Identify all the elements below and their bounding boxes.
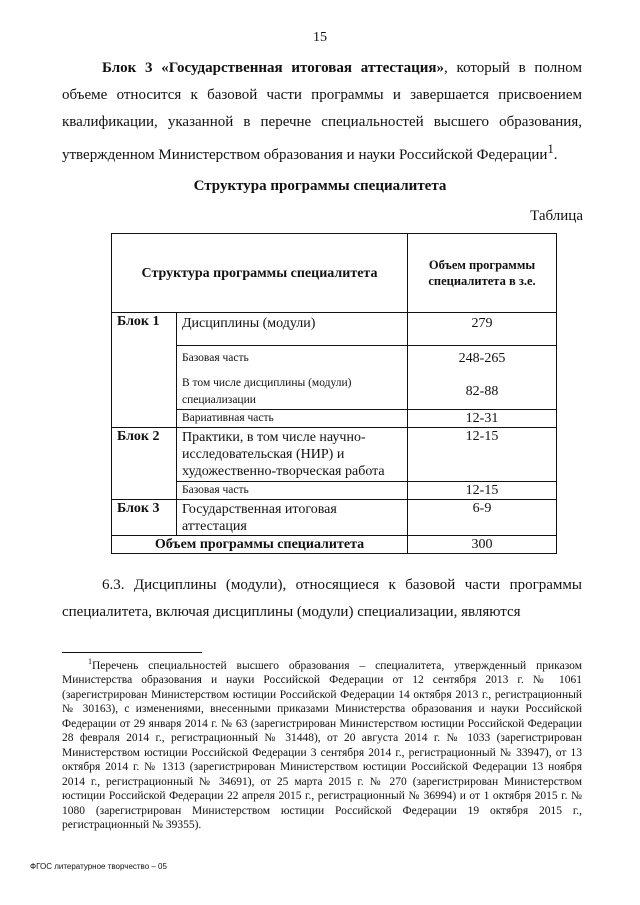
row-value: 279 xyxy=(408,313,557,346)
footnote-reference: 1 xyxy=(547,142,554,156)
paragraph-end: . xyxy=(553,147,558,163)
row-value: 6-9 xyxy=(408,499,557,535)
row-label: Дисциплины (модули) xyxy=(177,313,408,346)
footnote-divider xyxy=(62,652,202,653)
paragraph-text: , который в полном объеме относится к базовой части программы и завершается присвоением квалификации, указанной в перечне специальностей высшего образования, утвержденном Министерством образования и науки Российской Федерации xyxy=(62,60,582,163)
row-value: 12-15 xyxy=(408,481,557,499)
table-row xyxy=(112,374,557,410)
footnote-mark: 1 xyxy=(88,657,92,666)
footnote xyxy=(62,655,582,833)
page-footer: ФГОС литературное творчество – 05 xyxy=(30,862,167,871)
page-number: 15 xyxy=(313,30,327,45)
row-value: 12-15 xyxy=(408,427,557,481)
row-value: 12-31 xyxy=(408,409,557,427)
total-value: 300 xyxy=(408,535,557,553)
footnote-text: Перечень специальностей высшего образования – специалитета, утвержденный приказом Министерства образования и науки Российской Федерации от 12 сентября 2013 г. № 1061 (зарегистрирован Министерством юстиции Российской Федерации 14 октября 2013 г., регистрационный № 30163), с изменениями, внесенными приказами Министерства образования и науки Российской Федерации от 29 января 2014 г. № 63 (зарегистрирован Министерством юстиции Российской Федерации 28 февраля 2014 г., регистрационный № 31448), от 20 августа 2014 г. № 1033 (зарегистрирован Министерством юстиции Российской Федерации 3 сентября 2014 г., регистрационный № 33947), от 13 октября 2014 г. № 1313 (зарегистрирован Министерством юстиции Российской Федерации 13 ноября 2014 г., регистрационный № 34691), от 25 марта 2015 г. № 270 (зарегистрирован Министерством юстиции Российской Федерации 22 апреля 2015 г., регистрационный № 36994) и от 1 октября 2015 г. № 1080 (зарегистрирован Министерством юстиции Российской Федерации 19 октября 2015 г., регистрационный № 39355). xyxy=(62,659,582,832)
table-header-row xyxy=(112,234,557,313)
row-label: Базовая часть xyxy=(177,346,408,374)
table-label: Таблица xyxy=(530,208,583,224)
table-row xyxy=(112,499,557,535)
row-label: Базовая часть xyxy=(177,481,408,499)
block-3-cell: Блок 3 xyxy=(112,499,177,535)
table-row xyxy=(112,481,557,499)
row-value: 82-88 xyxy=(408,374,557,410)
row-label: Практики, в том числе научно-исследовательская (НИР) и художественно-творческая работа xyxy=(177,427,408,481)
program-structure-table xyxy=(111,233,557,554)
table-total-row xyxy=(112,535,557,553)
row-label: Государственная итоговая аттестация xyxy=(177,499,408,535)
table-row xyxy=(112,313,557,346)
header-structure: Структура программы специалитета xyxy=(112,234,408,313)
row-value: 248-265 xyxy=(408,346,557,374)
table-title: Структура программы специалитета xyxy=(193,178,447,194)
paragraph-block-3 xyxy=(62,55,582,169)
block-2-cell: Блок 2 xyxy=(112,427,177,499)
header-volume: Объем программы специалитета в з.е. xyxy=(408,234,557,313)
row-label: В том числе дисциплины (модули) специализации xyxy=(177,374,408,410)
paragraph-6-3: 6.3. Дисциплины (модули), относящиеся к базовой части программы специалитета, включая дисциплины (модули) специализации, являются xyxy=(62,577,582,620)
total-label: Объем программы специалитета xyxy=(112,535,408,553)
table-row xyxy=(112,409,557,427)
block-1-cell: Блок 1 xyxy=(112,313,177,428)
row-label: Вариативная часть xyxy=(177,409,408,427)
paragraph-lead: Блок 3 «Государственная итоговая аттестация» xyxy=(102,60,445,76)
table-row xyxy=(112,346,557,374)
table-row xyxy=(112,427,557,481)
